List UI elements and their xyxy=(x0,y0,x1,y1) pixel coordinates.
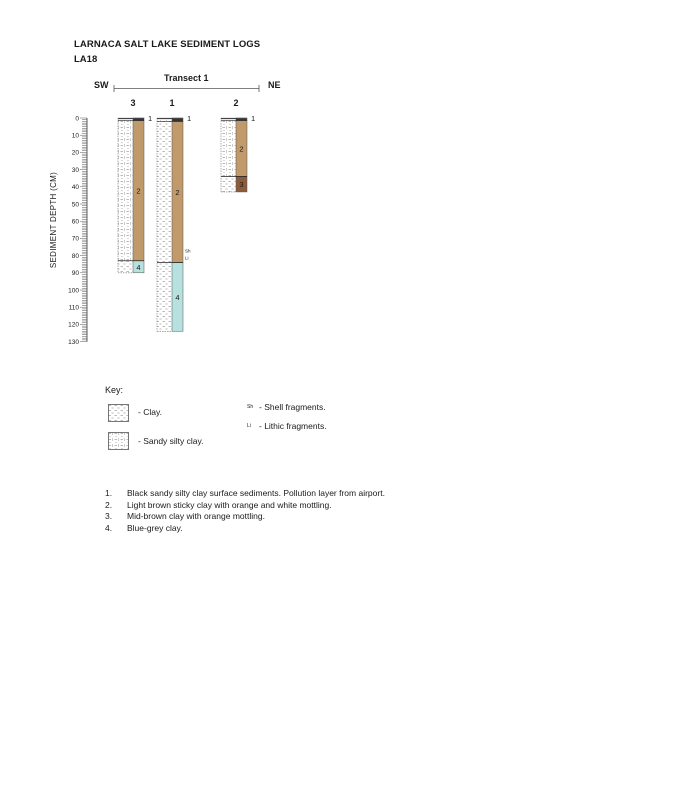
depth-tick-label: 80 xyxy=(71,252,79,260)
core-name: 1 xyxy=(169,98,175,108)
site-code: LA18 xyxy=(74,54,98,65)
shell-key-label: - Shell fragments. xyxy=(259,402,326,412)
unit-label: 1 xyxy=(187,114,192,123)
core-log-3 xyxy=(118,98,152,273)
sandy-silty-clay-key-swatch xyxy=(108,432,130,451)
unit-descriptions xyxy=(105,488,385,535)
core-name: 2 xyxy=(233,98,239,108)
unit-label: 2 xyxy=(239,144,244,154)
direction-ne-label: NE xyxy=(268,80,281,90)
clay-key-label: - Clay. xyxy=(138,407,162,417)
core-logs xyxy=(118,98,255,331)
depth-tick-label: 20 xyxy=(71,149,79,157)
fragment-symbol: Li xyxy=(185,255,189,261)
depth-tick-label: 120 xyxy=(68,321,79,329)
key-title: Key: xyxy=(105,385,124,395)
unit-description-row: 2. Light brown sticky clay with orange and white mottling. xyxy=(105,499,332,510)
depth-tick-label: 130 xyxy=(68,338,79,346)
unit-label: 2 xyxy=(136,186,141,196)
transect-label: Transect 1 xyxy=(164,73,209,83)
depth-tick-label: 30 xyxy=(71,166,79,174)
lithology-interval xyxy=(221,118,236,176)
lithic-key-symbol: Li xyxy=(247,423,251,429)
unit-description-row: 4. Blue-grey clay. xyxy=(105,523,183,534)
lithology-interval xyxy=(221,176,236,191)
depth-tick-label: 100 xyxy=(68,287,79,295)
unit-description-row: 1. Black sandy silty clay surface sediments. Pollution layer from airport. xyxy=(105,488,385,498)
lithology-interval xyxy=(118,118,133,261)
unit-label: 3 xyxy=(239,180,244,190)
lithology-interval xyxy=(157,121,172,262)
page-title: LARNACA SALT LAKE SEDIMENT LOGS xyxy=(74,39,261,50)
depth-tick-label: 60 xyxy=(71,218,79,226)
sandy-silty-clay-key-label: - Sandy silty clay. xyxy=(138,436,204,446)
shell-key-symbol: Sh xyxy=(247,404,254,410)
clay-key-swatch xyxy=(108,404,130,423)
core-name: 3 xyxy=(130,98,136,108)
unit-label: 4 xyxy=(175,292,180,302)
fragment-symbol: Sh xyxy=(185,248,191,254)
core-log-1 xyxy=(157,98,191,331)
unit-description-row: 3. Mid-brown clay with orange mottling. xyxy=(105,511,265,522)
sediment-log-diagram xyxy=(0,0,690,380)
depth-axis xyxy=(49,115,87,346)
depth-tick-label: 50 xyxy=(71,201,79,209)
depth-axis-label: SEDIMENT DEPTH (CM) xyxy=(49,171,58,269)
depth-tick-label: 70 xyxy=(71,235,79,243)
unit-label: 4 xyxy=(136,262,141,272)
lithology-interval xyxy=(118,261,133,273)
unit-label: 1 xyxy=(251,114,256,123)
direction-sw-label: SW xyxy=(94,80,109,90)
depth-tick-label: 40 xyxy=(71,184,79,192)
lithic-key-label: - Lithic fragments. xyxy=(259,421,327,431)
unit-label: 1 xyxy=(148,114,153,123)
lithology-interval xyxy=(157,262,172,331)
depth-tick-label: 90 xyxy=(71,270,79,278)
depth-tick-label: 110 xyxy=(68,304,79,312)
unit-label: 2 xyxy=(175,187,180,197)
depth-tick-label: 10 xyxy=(71,132,79,140)
core-log-2 xyxy=(221,98,255,192)
depth-tick-label: 0 xyxy=(75,115,79,123)
